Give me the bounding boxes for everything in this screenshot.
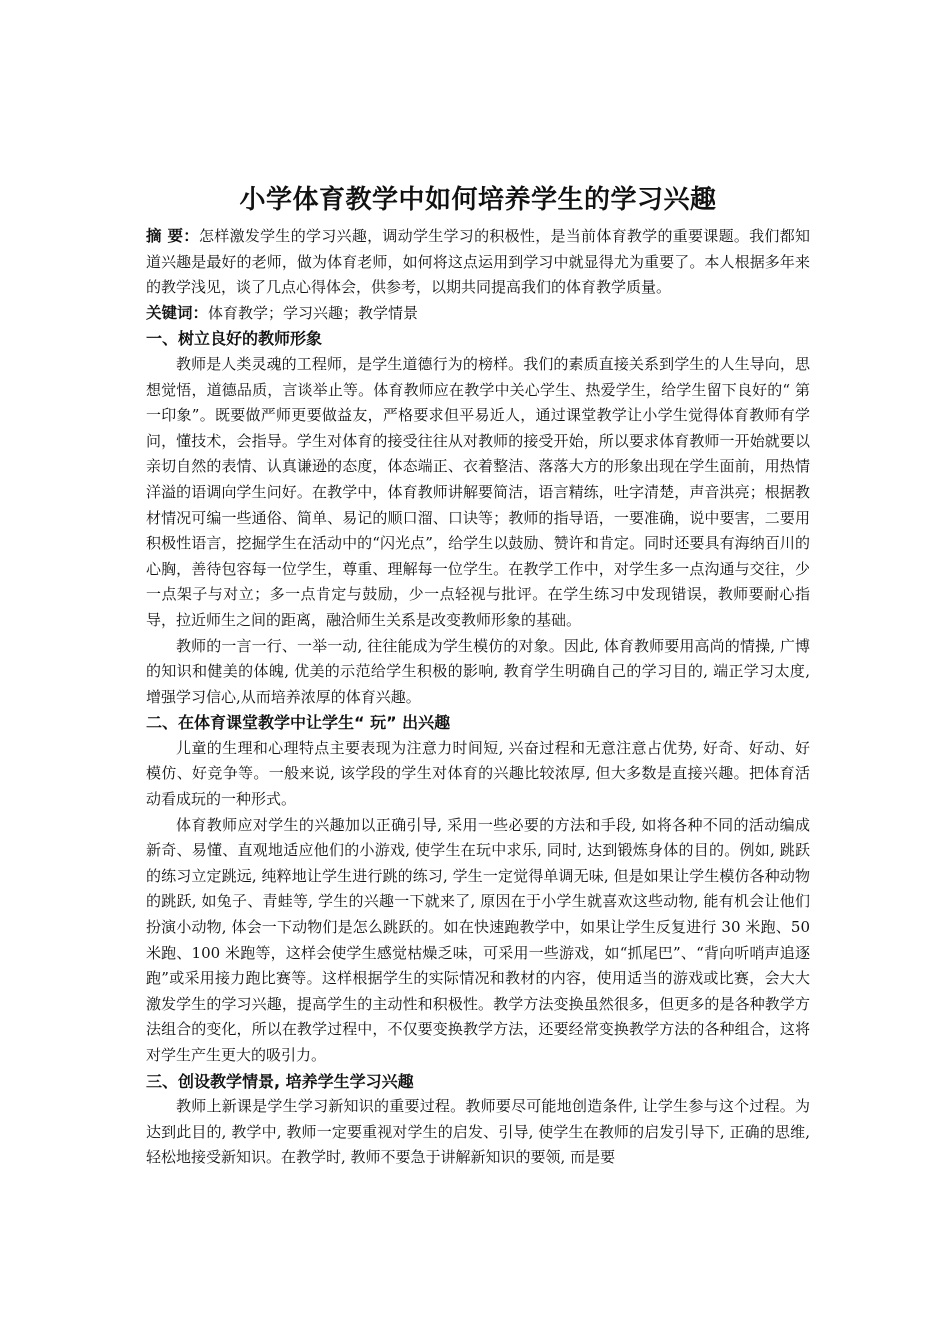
section-2 (146, 710, 810, 1068)
keywords (146, 301, 810, 327)
section-heading: 二、在体育课堂教学中让学生“ 玩” 出兴趣 (146, 713, 451, 733)
section-paragraph: 儿童的生理和心理特点主要表现为注意力时间短, 兴奋过程和无意注意占优势, 好奇、好动、好模仿、好竞争等。一般来说, 该学段的学生对体育的兴趣比较浓厚, 但大多数是直接兴趣。把体育活动看成玩的一种形式。 (146, 738, 810, 809)
document-body (146, 178, 810, 1171)
section-paragraph: 体育教师应对学生的兴趣加以正确引导, 采用一些必要的方法和手段, 如将各种不同的活动编成新奇、易懂、直观地适应他们的小游戏, 使学生在玩中求乐, 同时, 达到锻炼身体的目的。例如, 跳跃的练习立定跳远, 纯粹地让学生进行跳的练习, 学生一定觉得单调无味, 但是如果让学生模仿各种动物的跳跃, 如兔子、青蛙等, 学生的兴趣一下就来了, 原因在于小学生就喜欢这些动物, 能有机会让他们扮演小动物, 体会一下动物们是怎么跳跃的。如在快速跑教学中，如果让学生反复进行 30 米跑、50 米跑、100 米跑等，这样会使学生感觉枯燥乏味，可采用一些游戏，如“抓尾巴”、“背向听哨声追逐跑”或采用接力跑比赛等。这样根据学生的实际情况和教材的内容，使用适当的游戏或比赛，会大大激发学生的学习兴趣，提高学生的主动性和积极性。教学方法变换虽然很多，但更多的是各种教学方法组合的变化，所以在教学过程中，不仅要变换教学方法，还要经常变换教学方法的各种组合，这将对学生产生更大的吸引力。 (146, 815, 810, 1064)
abstract-text: 怎样激发学生的学习兴趣，调动学生学习的积极性，是当前体育教学的重要课题。我们都知道兴趣是最好的老师，做为体育老师，如何将这点运用到学习中就显得尤为重要了。本人根据多年来的教学浅见，谈了几点心得体会，供参考，以期共同提高我们的体育教学质量。 (146, 227, 810, 297)
keywords-label: 关键词： (146, 303, 209, 322)
abstract (146, 224, 810, 301)
section-3 (146, 1069, 810, 1171)
keywords-text: 体育教学；学习兴趣；教学情景 (208, 303, 419, 322)
document-title: 小学体育教学中如何培养学生的学习兴趣 (239, 185, 717, 215)
section-1 (146, 326, 810, 710)
section-heading: 三、创设教学情景, 培养学生学习兴趣 (146, 1071, 414, 1091)
section-heading: 一、树立良好的教师形象 (146, 329, 323, 349)
section-paragraph: 教师上新课是学生学习新知识的重要过程。教师要尽可能地创造条件, 让学生参与这个过程。为达到此目的, 教学中, 教师一定要重视对学生的启发、引导, 使学生在教师的启发引导下, 正确的思维, 轻松地接受新知识。在教学时, 教师不要急于讲解新知识的要领, 而是要 (146, 1097, 810, 1167)
abstract-label: 摘 要： (146, 227, 200, 245)
section-paragraph: 教师的一言一行、一举一动, 往往能成为学生模仿的对象。因此, 体育教师要用高尚的情操, 广博的知识和健美的体魄, 优美的示范给学生积极的影响, 教育学生明确自己的学习目的, 端正学习太度, 增强学习信心,从而培养浓厚的体育兴趣。 (146, 636, 810, 706)
section-paragraph: 教师是人类灵魂的工程师，是学生道德行为的榜样。我们的素质直接关系到学生的人生导向，思想觉悟，道德品质，言谈举止等。体育教师应在教学中关心学生、热爱学生，给学生留下良好的“ 第一印象”。既要做严师更要做益友，严格要求但平易近人，通过课堂教学让小学生觉得体育教师有学问，懂技术，会指导。学生对体育的接受往往从对教师的接受开始，所以要求体育教师一开始就要以亲切自然的表情、认真谦逊的态度，体态端正、衣着整洁、落落大方的形象出现在学生面前，用热情洋溢的语调向学生问好。在教学中，体育教师讲解要简洁，语言精练，吐字清楚，声音洪亮；根据教材情况可编一些通俗、简单、易记的顺口溜、口诀等；教师的指导语，一要准确，说中要害，二要用积极性语言，挖掘学生在活动中的“闪光点”，给学生以鼓励、赞许和肯定。同时还要具有海纳百川的心胸，善待包容每一位学生，尊重、理解每一位学生。在教学工作中，对学生多一点沟通与交往，少一点架子与对立；多一点肯定与鼓励，少一点轻视与批评。在学生练习中发现错误，教师要耐心指导，拉近师生之间的距离，融洽师生关系是改变教师形象的基础。 (146, 354, 810, 629)
